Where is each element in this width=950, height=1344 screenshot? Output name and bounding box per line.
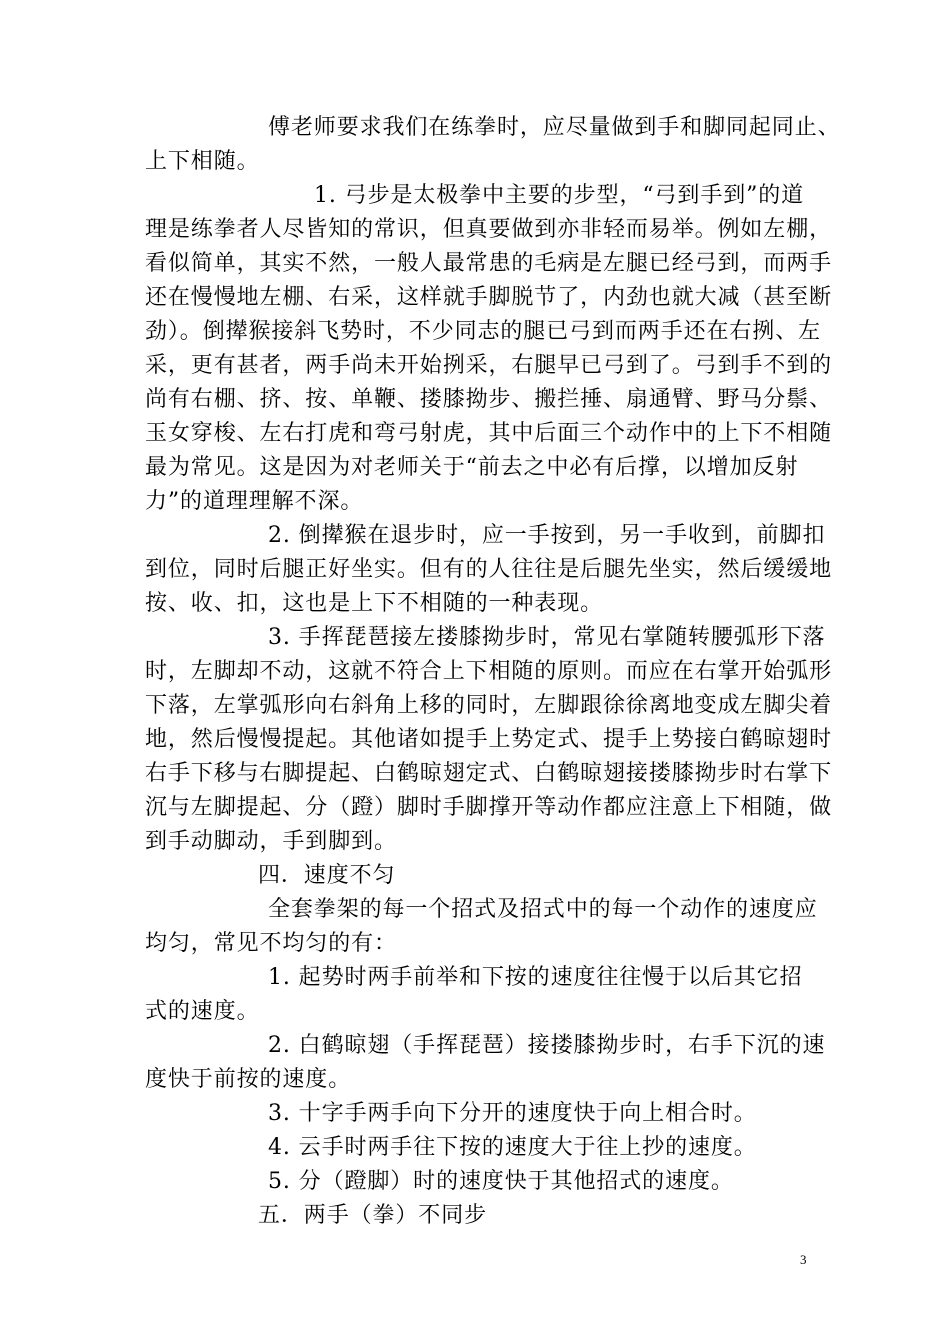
text-line: 4. 云手时两手往下按的速度大于往上抄的速度。 <box>268 1135 757 1160</box>
text-line: 右手下移与右脚提起、白鹤晾翅定式、白鹤晾翅接搂膝拗步时右掌下 <box>145 761 833 786</box>
text-line: 到手动脚动，手到脚到。 <box>145 829 397 854</box>
text-line: 力”的道理理解不深。 <box>145 489 364 514</box>
text-line: 上下相随。 <box>145 149 260 174</box>
text-line: 时，左脚却不动，这就不符合上下相随的原则。而应在右掌开始弧形 <box>145 659 833 684</box>
text-line: 1. 弓步是太极拳中主要的步型，“弓到手到”的道 <box>314 183 805 208</box>
text-line: 劲）。倒撵猴接斜飞势时，不少同志的腿已弓到而两手还在右挒、左 <box>145 319 822 344</box>
text-line: 2. 倒撵猴在退步时，应一手按到，另一手收到，前脚扣 <box>268 523 826 548</box>
text-line: 看似简单，其实不然，一般人最常患的毛病是左腿已经弓到，而两手 <box>145 251 833 276</box>
section-heading: 五．两手（拳）不同步 <box>258 1203 488 1228</box>
section-heading: 四．速度不匀 <box>258 863 396 888</box>
text-line: 3. 十字手两手向下分开的速度快于向上相合时。 <box>268 1101 757 1126</box>
text-line: 2. 白鹤晾翅（手挥琵琶）接搂膝拗步时，右手下沉的速 <box>268 1033 826 1058</box>
text-line: 全套拳架的每一个招式及招式中的每一个动作的速度应 <box>268 897 818 922</box>
text-line: 下落，左掌弧形向右斜角上移的同时，左脚跟徐徐离地变成左脚尖着 <box>145 693 833 718</box>
text-line: 采，更有甚者，两手尚未开始挒采，右腿早已弓到了。弓到手不到的 <box>145 353 833 378</box>
text-line: 5. 分（蹬脚）时的速度快于其他招式的速度。 <box>268 1169 734 1194</box>
text-line: 1. 起势时两手前举和下按的速度往往慢于以后其它招 <box>268 965 803 990</box>
text-line: 3. 手挥琵琶接左搂膝拗步时，常见右掌随转腰弧形下落 <box>268 625 826 650</box>
text-line: 最为常见。这是因为对老师关于“前去之中必有后撑，以增加反射 <box>145 455 799 480</box>
text-line: 玉女穿梭、左右打虎和弯弓射虎，其中后面三个动作中的上下不相随 <box>145 421 833 446</box>
text-line: 按、收、扣，这也是上下不相随的一种表现。 <box>145 591 604 616</box>
text-line: 傅老师要求我们在练拳时，应尽量做到手和脚同起同止、 <box>268 115 841 140</box>
text-line: 式的速度。 <box>145 999 260 1024</box>
text-line: 理是练拳者人尽皆知的常识，但真要做到亦非轻而易举。例如左棚， <box>145 217 833 242</box>
text-line: 还在慢慢地左棚、右采，这样就手脚脱节了，内劲也就大减（甚至断 <box>145 285 833 310</box>
text-line: 到位，同时后腿正好坐实。但有的人往往是后腿先坐实，然后缓缓地 <box>145 557 833 582</box>
text-line: 沉与左脚提起、分（蹬）脚时手脚撑开等动作都应注意上下相随，做 <box>145 795 833 820</box>
text-line: 地，然后慢慢提起。其他诸如提手上势定式、提手上势接白鹤晾翅时 <box>145 727 833 752</box>
text-line: 度快于前按的速度。 <box>145 1067 352 1092</box>
page-number: 3 <box>800 1252 807 1267</box>
text-line: 均匀，常见不均匀的有： <box>145 931 397 956</box>
text-line: 尚有右棚、挤、按、单鞭、搂膝拗步、搬拦捶、扇通臂、野马分鬃、 <box>145 387 833 412</box>
